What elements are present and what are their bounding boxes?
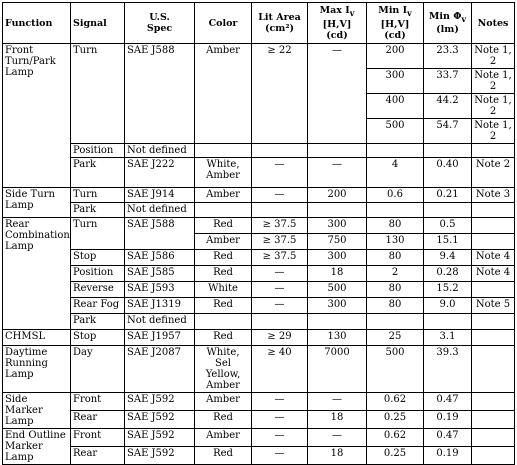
table-row (3, 411, 515, 429)
lit-area-cell: — (252, 282, 308, 298)
min-iv-cell: 80 (367, 250, 424, 266)
max-iv-cell: 500 (308, 282, 367, 298)
lamp-spec-table (2, 2, 515, 465)
table-row (3, 393, 515, 411)
function-cell: Rear Combination Lamp (3, 218, 71, 330)
min-phi-cell: 9.0 (424, 298, 472, 314)
spec-cell: Not defined (125, 203, 195, 218)
table-row (3, 429, 515, 447)
color-cell: Amber (195, 188, 252, 203)
max-iv-cell: — (308, 158, 367, 188)
table-row (3, 44, 515, 69)
notes-cell: Note 1, 2 (472, 94, 515, 119)
color-cell: Red (195, 330, 252, 346)
spec-cell: SAE J588 (125, 44, 195, 144)
min-phi-cell: 54.7 (424, 119, 472, 144)
table-row (3, 188, 515, 203)
color-cell: Red (195, 250, 252, 266)
spec-cell: SAE J592 (125, 411, 195, 429)
min-iv-cell: 4 (367, 158, 424, 188)
table-row (3, 203, 515, 218)
table-row (3, 250, 515, 266)
spec-cell: SAE J593 (125, 282, 195, 298)
header-spec: U.S. Spec (125, 3, 195, 44)
spec-cell: SAE J586 (125, 250, 195, 266)
table-row (3, 298, 515, 314)
table-row (3, 447, 515, 465)
lit-area-cell: ≥ 29 (252, 330, 308, 346)
header-min-iv: Min $I_v$ [H,V] (cd) (367, 3, 424, 44)
color-cell: Amber (195, 393, 252, 411)
signal-cell: Reverse (71, 282, 125, 298)
signal-cell: Stop (71, 330, 125, 346)
min-iv-cell: 500 (367, 346, 424, 393)
header-min-phi: Min $\Phi_v$ (lm) (424, 3, 472, 44)
signal-cell: Park (71, 158, 125, 188)
notes-cell: Note 2 (472, 158, 515, 188)
signal-cell: Day (71, 346, 125, 393)
min-iv-cell: 25 (367, 330, 424, 346)
header-notes: Notes (472, 3, 515, 44)
color-cell: White (195, 282, 252, 298)
spec-cell: SAE J1957 (125, 330, 195, 346)
min-phi-cell: 0.21 (424, 188, 472, 203)
min-phi-cell: 0.28 (424, 266, 472, 282)
max-iv-cell: — (308, 393, 367, 411)
lit-area-cell: ≥ 37.5 (252, 234, 308, 250)
color-cell: Amber (195, 234, 252, 250)
lit-area-cell: — (252, 429, 308, 447)
table-row (3, 144, 515, 158)
lit-area-cell: — (252, 298, 308, 314)
min-iv-cell: 2 (367, 266, 424, 282)
function-cell: Daytime Running Lamp (3, 346, 71, 393)
lit-area-cell: — (252, 188, 308, 203)
min-iv-cell: 0.62 (367, 393, 424, 411)
min-phi-cell: 15.1 (424, 234, 472, 250)
table-row (3, 266, 515, 282)
table-row (3, 158, 515, 188)
color-cell: Red (195, 218, 252, 234)
signal-cell: Park (71, 314, 125, 330)
lit-area-cell: ≥ 37.5 (252, 250, 308, 266)
min-phi-cell: 0.5 (424, 218, 472, 234)
min-phi-cell: 23.3 (424, 44, 472, 69)
notes-cell: Note 1, 2 (472, 119, 515, 144)
min-iv-cell: 80 (367, 218, 424, 234)
notes-cell: Note 5 (472, 298, 515, 314)
function-cell: CHMSL (3, 330, 71, 346)
header-max-iv: Max $I_v$ [H,V] (cd) (308, 3, 367, 44)
min-iv-cell: 80 (367, 282, 424, 298)
signal-cell: Park (71, 203, 125, 218)
signal-cell: Rear (71, 447, 125, 465)
min-iv-cell: 0.6 (367, 188, 424, 203)
min-phi-cell: 0.40 (424, 158, 472, 188)
lit-area-cell: — (252, 447, 308, 465)
lit-area-cell: ≥ 22 (252, 44, 308, 144)
max-iv-cell: 130 (308, 330, 367, 346)
lit-area-cell: — (252, 393, 308, 411)
color-cell: Red (195, 298, 252, 314)
max-iv-cell: 750 (308, 234, 367, 250)
notes-cell: Note 3 (472, 188, 515, 203)
spec-cell: SAE J592 (125, 447, 195, 465)
signal-cell: Turn (71, 218, 125, 250)
max-iv-cell: — (308, 429, 367, 447)
signal-cell: Rear (71, 411, 125, 429)
min-phi-cell: 39.3 (424, 346, 472, 393)
function-cell: End Outline Marker Lamp (3, 429, 71, 465)
min-phi-cell: 3.1 (424, 330, 472, 346)
min-phi-cell: 15.2 (424, 282, 472, 298)
table-row (3, 282, 515, 298)
header-row (3, 3, 515, 44)
table-row (3, 330, 515, 346)
min-iv-cell: 0.25 (367, 447, 424, 465)
lit-area-cell: ≥ 37.5 (252, 218, 308, 234)
color-cell: White, Amber (195, 158, 252, 188)
min-iv-cell: 130 (367, 234, 424, 250)
max-iv-cell: 300 (308, 218, 367, 234)
max-iv-cell: 18 (308, 411, 367, 429)
color-cell: Amber (195, 44, 252, 144)
lit-area-cell: — (252, 411, 308, 429)
table-row (3, 314, 515, 330)
notes-cell: Note 4 (472, 250, 515, 266)
table-row (3, 346, 515, 393)
header-function: Function (3, 3, 71, 44)
color-cell: Red (195, 411, 252, 429)
min-phi-cell: 44.2 (424, 94, 472, 119)
min-phi-cell: 0.19 (424, 447, 472, 465)
function-cell: Side Turn Lamp (3, 188, 71, 218)
max-iv-cell: 18 (308, 447, 367, 465)
spec-cell: Not defined (125, 314, 195, 330)
max-iv-cell: 200 (308, 188, 367, 203)
min-iv-cell: 0.25 (367, 411, 424, 429)
signal-cell: Front (71, 429, 125, 447)
min-iv-cell: 300 (367, 69, 424, 94)
spec-cell: SAE J914 (125, 188, 195, 203)
lit-area-cell: ≥ 40 (252, 346, 308, 393)
min-phi-cell: 0.47 (424, 393, 472, 411)
min-iv-cell: 0.62 (367, 429, 424, 447)
max-iv-cell: 300 (308, 250, 367, 266)
max-iv-cell: 7000 (308, 346, 367, 393)
notes-cell: Note 4 (472, 266, 515, 282)
max-iv-cell: 18 (308, 266, 367, 282)
color-cell: Red (195, 266, 252, 282)
spec-cell: SAE J222 (125, 158, 195, 188)
table-row (3, 218, 515, 234)
signal-cell: Front (71, 393, 125, 411)
header-color: Color (195, 3, 252, 44)
spec-cell: SAE J1319 (125, 298, 195, 314)
signal-cell: Stop (71, 250, 125, 266)
function-cell: Side Marker Lamp (3, 393, 71, 429)
min-phi-cell: 0.19 (424, 411, 472, 429)
spec-cell: SAE J588 (125, 218, 195, 250)
signal-cell: Rear Fog (71, 298, 125, 314)
signal-cell: Turn (71, 44, 125, 144)
min-iv-cell: 400 (367, 94, 424, 119)
min-iv-cell: 80 (367, 298, 424, 314)
signal-cell: Position (71, 266, 125, 282)
notes-cell: Note 1, 2 (472, 44, 515, 69)
color-cell: Amber (195, 429, 252, 447)
function-cell: Front Turn/Park Lamp (3, 44, 71, 188)
spec-cell: SAE J592 (125, 429, 195, 447)
max-iv-cell: 300 (308, 298, 367, 314)
signal-cell: Turn (71, 188, 125, 203)
spec-cell: SAE J592 (125, 393, 195, 411)
max-iv-cell: — (308, 44, 367, 144)
header-lit-area: Lit Area (cm²) (252, 3, 308, 44)
lit-area-cell: — (252, 158, 308, 188)
min-phi-cell: 33.7 (424, 69, 472, 94)
color-cell: Red (195, 447, 252, 465)
spec-cell: SAE J585 (125, 266, 195, 282)
spec-cell: Not defined (125, 144, 195, 158)
header-signal: Signal (71, 3, 125, 44)
min-phi-cell: 9.4 (424, 250, 472, 266)
min-iv-cell: 500 (367, 119, 424, 144)
lit-area-cell: — (252, 266, 308, 282)
spec-cell: SAE J2087 (125, 346, 195, 393)
signal-cell: Position (71, 144, 125, 158)
color-cell: White, Sel Yellow, Amber (195, 346, 252, 393)
notes-cell: Note 1, 2 (472, 69, 515, 94)
min-iv-cell: 200 (367, 44, 424, 69)
min-phi-cell: 0.47 (424, 429, 472, 447)
